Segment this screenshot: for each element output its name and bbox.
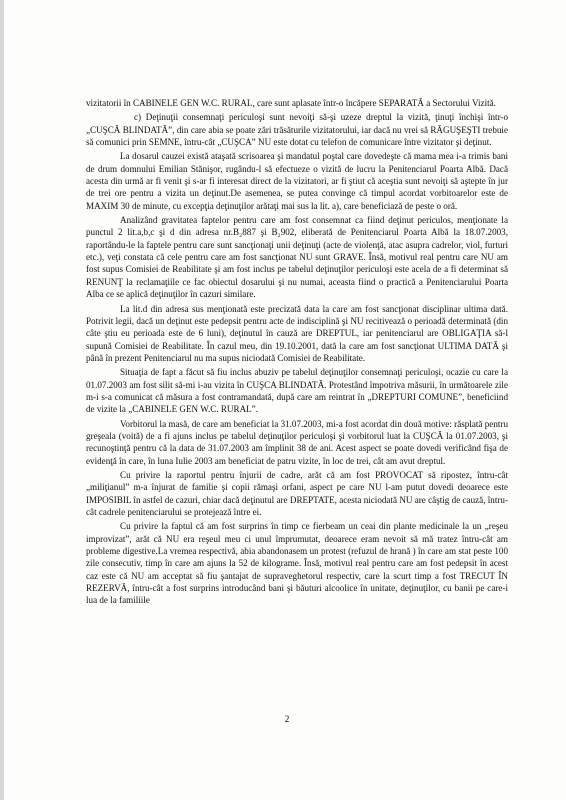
paragraph-7: Vorbitorul la masă, de care am beneficiat la 31.07.2003, mi-a fost acordat din două motive: răsplată pentru greşeala (voită) de a fi ajuns inclus pe tabelul deţinuţilor periculoşi şi vorbitorul luat la CUŞCĂ la 01.07.2003, şi recunoştinţă pentru că la data de 31.07.2003 am împlinit 38 de ani. Acest aspect se poate dovedi verificând fişa de evidenţă în care, în luna Iulie 2003 am beneficiat de patru vizite, în loc de trei, cât am avut dreptul. <box>86 418 508 466</box>
paragraph-6: Situaţia de fapt a făcut să fiu inclus abuziv pe tabelul deţinuţilor consemnaţi periculoşi, ocazie cu care la 01.07.2003 am fost silit să-mi i-au vizita în CUŞCA BLINDATĂ. Protestând împotriva măsurii, în următoarele zile m-i s-a comunicat că măsura a fost contramandată, după care am reintrat în „DREPTURI COMUNE”, beneficiind de vizite la „CABINELE GEN W.C. RURAL”. <box>86 367 508 415</box>
paragraph-3: La dosarul cauzei există ataşată scrisoarea şi mandatul poştal care dovedeşte că mama mea i-a trimis bani de drum domnului Emilian Stănişor, rugându-l să efectueze o vizită de lucru la Penitenciarul Poarta Albă. Dacă acesta din urmă ar fi venit şi s-ar fi interesat direct de la vizitatori, ar fi ştiut că aceştia sunt nevoiţi să aştepte în jur de trei ore pentru a vizita un deţinut.De asemenea, se putea convinge că timpul acordat vorbitoarelor este de MAXIM 30 de minute, cu excepţia deţinuţilor arătaţi mai sus la lit. a), care beneficiază de peste o oră. <box>86 151 508 211</box>
page-number: 2 <box>284 715 290 725</box>
document-body <box>86 97 508 609</box>
paragraph-9: Cu privire la faptul că am fost surprins în timp ce fierbeam un ceai din plante medicinale la un „reşeu improvizat”, arăt că NU era reşeul meu ci unul împrumutat, deoarece eram nevoit să mă tratez întru-cât am probleme digestive.La vremea respectivă, abia abandonasem un protest (refuzul de hrană ) în care am stat peste 100 zile consecutiv, timp în care am ajuns la 52 de kilograme. Însă, motivul real pentru care am fost pedepsit în acest caz este că NU am acceptat să fiu şantajat de supraveghetorul respectiv, care la scurt timp a fost TRECUT ÎN REZERVĂ, întru-cât a fost surprins introducând bani şi băuturi alcoolice în unitate, deţinuţilor, cu banii pe care-i lua de la familiile <box>86 521 508 606</box>
paragraph-8: Cu privire la raportul pentru înjurii de cadre, arăt că am fost PROVOCAT să ripostez, întru-cât „miliţianul” m-a înjurat de familie şi copii rămaşi orfani, aspect pe care NU l-am putut dovedi deoarece este IMPOSIBIL în astfel de cazuri, chiar dacă deţinutul are DREPTATE, acesta niciodată NU are câştig de cauză, întru-cât cadrele penitenciarului se protejează între ei. <box>86 469 508 517</box>
paragraph-1: vizitatorii în CABINELE GEN W.C. RURAL, care sunt aplasate într-o încăpere SEPARATĂ a Sectorului Vizită. <box>86 98 496 108</box>
paragraph-5: La lit.d din adresa sus menţionată este precizată data la care am fost sancţionat disciplinar ultima dată. Potrivit legii, dacă un deţinut este pedepsit pentru acte de indisciplină şi NU recitivează o perioadă determinată (din câte ştiu eu perioada este de 6 luni), deţinutul în cauză are DREPTUL, iar penitenciarul are OBLIGAŢIA să-l supună Comisiei de Reabilitate. În cazul meu, din 19.10.2001, dată la care am fost sancţionat ULTIMA DATĂ şi până în prezent Penitenciarul nu ma supus niciodată Comisiei de Reabilitate. <box>86 303 508 363</box>
paragraph-4: Analizând gravitatea faptelor pentru care am fost consemnat ca fiind deţinut periculos, menţionate la punctul 2 lit.a,b,c şi d din adresa nr.B₂887 şi B₂902, eliberată de Penitenciarul Poarta Albă la 18.07.2003, raportându-le la faptele pentru care sunt sancţionaţi unii deţinuţi (acte de violenţă, atac asupra cadrelor, viol, furturi etc.), veţi constata că cele pentru care am fost sancţionat NU sunt GRAVE. Însă, motivul real pentru care NU am fost supus Comisiei de Reabilitate şi am fost inclus pe tabelul deţinuţilor periculoşi este acela de a fi determinat să RENUNŢ la reclamaţiile ce fac obiectul dosarului şi nu numai, aceasta fiind o practică a Penitenciarului Poarta Alba ce se aplică deţinuţilor în cazuri similare. <box>86 215 508 300</box>
paragraph-2: c) Deţinuţii consemnaţi periculoşi sunt nevoiţi să-şi uzeze dreptul la vizită, ţinuţi închişi într-o „CUŞCĂ BLINDATĂ”, din care abia se poate zări trăsăturile vizitatorului, iar dacă nu vrei să RĂGUŞEŞTI trebuie să comunici prin SEMNE, întru-cât „CUŞCA” NU este dotat cu telefon de comunicare între vizitator şi deţinut. <box>86 112 508 148</box>
